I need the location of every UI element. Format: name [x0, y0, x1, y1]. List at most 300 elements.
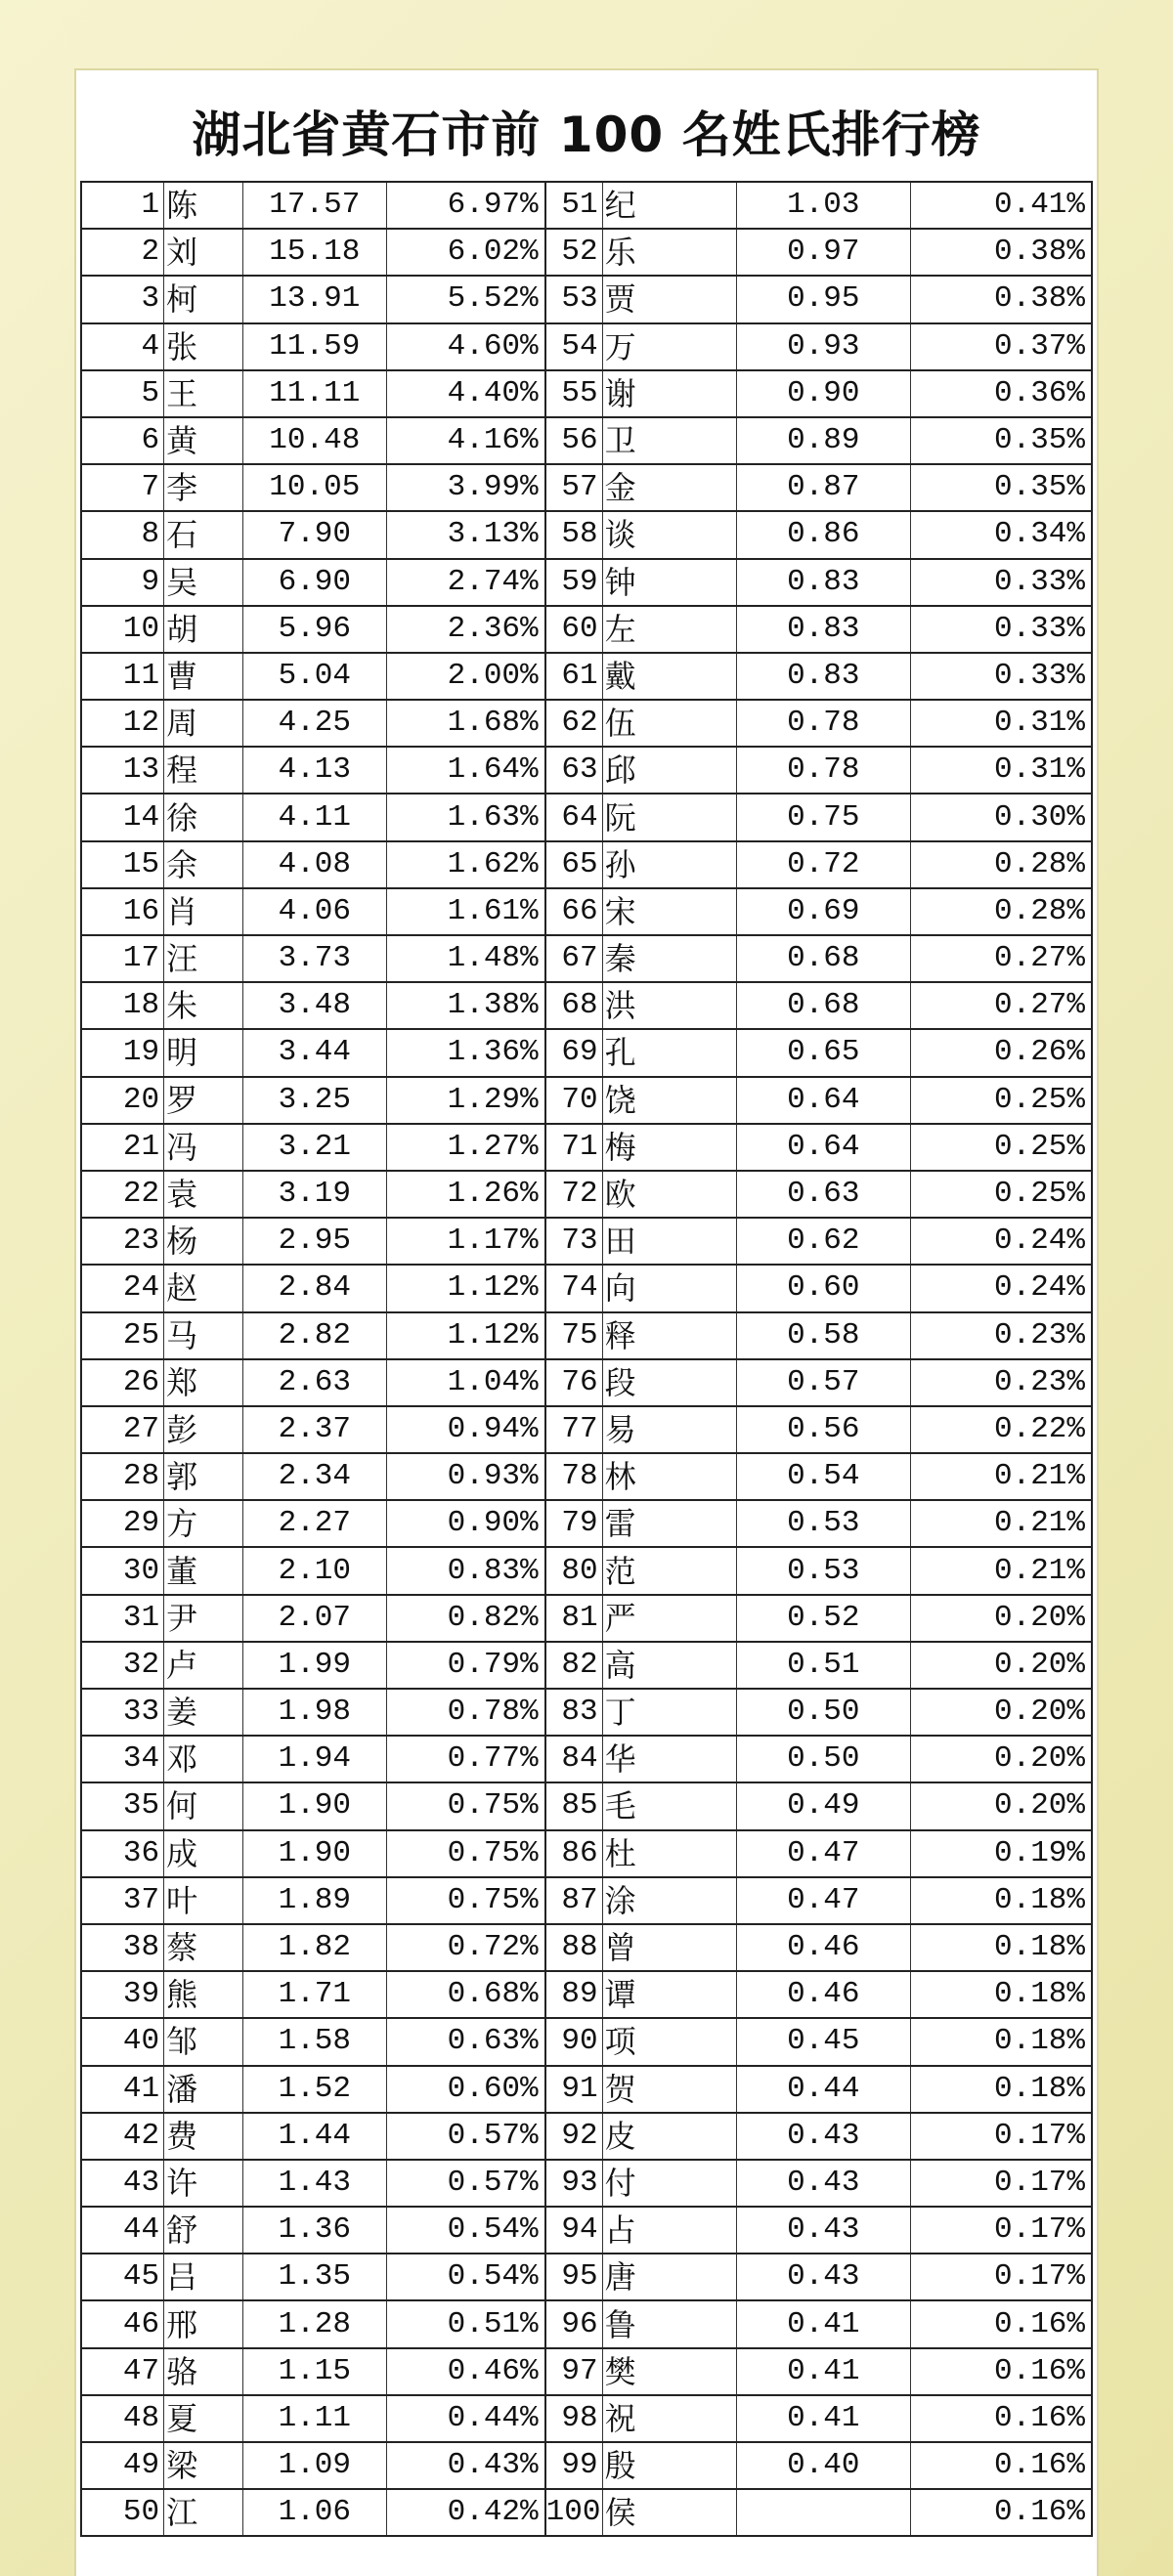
- population-cell: 0.63: [736, 1171, 910, 1218]
- rank-cell: 88: [545, 1924, 602, 1971]
- percentage-cell: 0.60%: [386, 2066, 544, 2113]
- rank-cell: 61: [545, 653, 602, 700]
- percentage-cell: 0.83%: [386, 1547, 544, 1594]
- surname-cell: 雷: [602, 1500, 736, 1547]
- rank-cell: 84: [545, 1736, 602, 1782]
- population-cell: 0.56: [736, 1406, 910, 1453]
- rank-cell: 45: [81, 2254, 164, 2300]
- rank-cell: 31: [81, 1595, 164, 1642]
- percentage-cell: 0.54%: [386, 2254, 544, 2300]
- population-cell: 0.43: [736, 2160, 910, 2207]
- table-row: [81, 1453, 1092, 1500]
- page-title: 湖北省黄石市前 100 名姓氏排行榜: [192, 107, 981, 163]
- rank-cell: 78: [545, 1453, 602, 1500]
- rank-cell: 6: [81, 417, 164, 464]
- rank-cell: 42: [81, 2113, 164, 2160]
- rank-cell: 4: [81, 323, 164, 370]
- rank-cell: 97: [545, 2348, 602, 2395]
- percentage-cell: 0.36%: [910, 370, 1092, 417]
- table-row: [81, 653, 1092, 700]
- population-cell: 1.28: [242, 2300, 386, 2347]
- population-cell: 10.48: [242, 417, 386, 464]
- surname-cell: 饶: [602, 1077, 736, 1124]
- rank-cell: 77: [545, 1406, 602, 1453]
- table-row: [81, 1500, 1092, 1547]
- table-row: [81, 511, 1092, 558]
- rank-cell: 18: [81, 982, 164, 1029]
- table-row: [81, 229, 1092, 276]
- population-cell: 5.96: [242, 606, 386, 653]
- table-row: [81, 2018, 1092, 2065]
- table-row: [81, 1689, 1092, 1736]
- population-cell: [736, 2489, 910, 2536]
- percentage-cell: 0.78%: [386, 1689, 544, 1736]
- percentage-cell: 0.16%: [910, 2300, 1092, 2347]
- table-row: [81, 1029, 1092, 1076]
- surname-cell: 曹: [164, 653, 243, 700]
- surname-cell: 汪: [164, 935, 243, 982]
- population-cell: 1.35: [242, 2254, 386, 2300]
- percentage-cell: 0.18%: [910, 1971, 1092, 2018]
- population-cell: 0.58: [736, 1312, 910, 1359]
- rank-cell: 23: [81, 1218, 164, 1265]
- rank-cell: 25: [81, 1312, 164, 1359]
- percentage-cell: 1.12%: [386, 1312, 544, 1359]
- surname-cell: 邹: [164, 2018, 243, 2065]
- rank-cell: 29: [81, 1500, 164, 1547]
- percentage-cell: 6.02%: [386, 229, 544, 276]
- percentage-cell: 0.25%: [910, 1124, 1092, 1171]
- population-cell: 2.10: [242, 1547, 386, 1594]
- rank-cell: 35: [81, 1782, 164, 1829]
- population-cell: 4.11: [242, 794, 386, 840]
- rank-cell: 85: [545, 1782, 602, 1829]
- rank-cell: 21: [81, 1124, 164, 1171]
- population-cell: 0.41: [736, 2300, 910, 2347]
- population-cell: 0.41: [736, 2395, 910, 2442]
- table-row: [81, 2442, 1092, 2489]
- rank-cell: 90: [545, 2018, 602, 2065]
- surname-cell: 刘: [164, 229, 243, 276]
- surname-cell: 蔡: [164, 1924, 243, 1971]
- surname-cell: 杨: [164, 1218, 243, 1265]
- population-cell: 2.37: [242, 1406, 386, 1453]
- percentage-cell: 0.82%: [386, 1595, 544, 1642]
- population-cell: 0.44: [736, 2066, 910, 2113]
- population-cell: 10.05: [242, 464, 386, 511]
- rank-cell: 94: [545, 2207, 602, 2254]
- document-sheet: [76, 70, 1097, 2576]
- population-cell: 1.58: [242, 2018, 386, 2065]
- surname-cell: 袁: [164, 1171, 243, 1218]
- percentage-cell: 0.30%: [910, 794, 1092, 840]
- rank-cell: 8: [81, 511, 164, 558]
- rank-cell: 56: [545, 417, 602, 464]
- population-cell: 0.43: [736, 2113, 910, 2160]
- rank-cell: 98: [545, 2395, 602, 2442]
- percentage-cell: 0.77%: [386, 1736, 544, 1782]
- population-cell: 0.43: [736, 2254, 910, 2300]
- population-cell: 0.87: [736, 464, 910, 511]
- surname-cell: 郑: [164, 1359, 243, 1406]
- percentage-cell: 0.25%: [910, 1077, 1092, 1124]
- rank-cell: 48: [81, 2395, 164, 2442]
- rank-cell: 34: [81, 1736, 164, 1782]
- population-cell: 6.90: [242, 559, 386, 606]
- population-cell: 0.52: [736, 1595, 910, 1642]
- table-row: [81, 1265, 1092, 1311]
- table-row: [81, 1171, 1092, 1218]
- surname-cell: 曾: [602, 1924, 736, 1971]
- percentage-cell: 0.31%: [910, 700, 1092, 747]
- surname-cell: 欧: [602, 1171, 736, 1218]
- rank-cell: 46: [81, 2300, 164, 2347]
- population-cell: 0.46: [736, 1924, 910, 1971]
- surname-cell: 程: [164, 747, 243, 794]
- percentage-cell: 1.48%: [386, 935, 544, 982]
- percentage-cell: 1.63%: [386, 794, 544, 840]
- population-cell: 2.95: [242, 1218, 386, 1265]
- percentage-cell: 0.35%: [910, 464, 1092, 511]
- table-row: [81, 2300, 1092, 2347]
- rank-cell: 89: [545, 1971, 602, 2018]
- rank-cell: 93: [545, 2160, 602, 2207]
- surname-cell: 金: [602, 464, 736, 511]
- table-row: [81, 2207, 1092, 2254]
- percentage-cell: 3.99%: [386, 464, 544, 511]
- surname-cell: 卢: [164, 1642, 243, 1689]
- percentage-cell: 0.33%: [910, 653, 1092, 700]
- population-cell: 1.82: [242, 1924, 386, 1971]
- surname-cell: 宋: [602, 888, 736, 935]
- surname-cell: 姜: [164, 1689, 243, 1736]
- surname-cell: 华: [602, 1736, 736, 1782]
- population-cell: 0.68: [736, 935, 910, 982]
- percentage-cell: 0.17%: [910, 2113, 1092, 2160]
- percentage-cell: 0.16%: [910, 2395, 1092, 2442]
- population-cell: 0.45: [736, 2018, 910, 2065]
- table-row: [81, 1877, 1092, 1924]
- population-cell: 0.64: [736, 1124, 910, 1171]
- population-cell: 2.34: [242, 1453, 386, 1500]
- percentage-cell: 0.23%: [910, 1359, 1092, 1406]
- percentage-cell: 0.57%: [386, 2160, 544, 2207]
- rank-cell: 52: [545, 229, 602, 276]
- table-row: [81, 2066, 1092, 2113]
- rank-cell: 65: [545, 841, 602, 888]
- percentage-cell: 1.36%: [386, 1029, 544, 1076]
- rank-cell: 19: [81, 1029, 164, 1076]
- rank-cell: 99: [545, 2442, 602, 2489]
- population-cell: 0.86: [736, 511, 910, 558]
- percentage-cell: 1.61%: [386, 888, 544, 935]
- population-cell: 0.83: [736, 606, 910, 653]
- table-row: [81, 1595, 1092, 1642]
- population-cell: 0.90: [736, 370, 910, 417]
- surname-cell: 贺: [602, 2066, 736, 2113]
- rank-cell: 64: [545, 794, 602, 840]
- rank-cell: 60: [545, 606, 602, 653]
- surname-cell: 黄: [164, 417, 243, 464]
- percentage-cell: 3.13%: [386, 511, 544, 558]
- population-cell: 0.72: [736, 841, 910, 888]
- surname-cell: 尹: [164, 1595, 243, 1642]
- rank-cell: 37: [81, 1877, 164, 1924]
- surname-cell: 夏: [164, 2395, 243, 2442]
- population-cell: 0.64: [736, 1077, 910, 1124]
- population-cell: 0.89: [736, 417, 910, 464]
- percentage-cell: 0.20%: [910, 1642, 1092, 1689]
- rank-cell: 5: [81, 370, 164, 417]
- surname-cell: 谭: [602, 1971, 736, 2018]
- population-cell: 1.11: [242, 2395, 386, 2442]
- percentage-cell: 0.18%: [910, 2018, 1092, 2065]
- table-row: [81, 417, 1092, 464]
- percentage-cell: 0.79%: [386, 1642, 544, 1689]
- surname-cell: 侯: [602, 2489, 736, 2536]
- surname-cell: 邢: [164, 2300, 243, 2347]
- population-cell: 2.84: [242, 1265, 386, 1311]
- rank-cell: 13: [81, 747, 164, 794]
- rank-cell: 69: [545, 1029, 602, 1076]
- percentage-cell: 0.16%: [910, 2442, 1092, 2489]
- rank-cell: 51: [545, 182, 602, 229]
- percentage-cell: 4.16%: [386, 417, 544, 464]
- surname-cell: 胡: [164, 606, 243, 653]
- surname-cell: 孙: [602, 841, 736, 888]
- population-cell: 0.53: [736, 1547, 910, 1594]
- surname-cell: 涂: [602, 1877, 736, 1924]
- percentage-cell: 0.63%: [386, 2018, 544, 2065]
- surname-cell: 冯: [164, 1124, 243, 1171]
- surname-cell: 贾: [602, 276, 736, 322]
- percentage-cell: 0.72%: [386, 1924, 544, 1971]
- percentage-cell: 2.00%: [386, 653, 544, 700]
- rank-cell: 41: [81, 2066, 164, 2113]
- population-cell: 0.65: [736, 1029, 910, 1076]
- population-cell: 0.83: [736, 653, 910, 700]
- rank-cell: 92: [545, 2113, 602, 2160]
- table-row: [81, 1642, 1092, 1689]
- rank-cell: 87: [545, 1877, 602, 1924]
- rank-cell: 59: [545, 559, 602, 606]
- surname-cell: 段: [602, 1359, 736, 1406]
- population-cell: 0.60: [736, 1265, 910, 1311]
- table-row: [81, 1359, 1092, 1406]
- percentage-cell: 0.37%: [910, 323, 1092, 370]
- rank-cell: 91: [545, 2066, 602, 2113]
- rank-cell: 82: [545, 1642, 602, 1689]
- surname-cell: 向: [602, 1265, 736, 1311]
- population-cell: 3.44: [242, 1029, 386, 1076]
- population-cell: 11.59: [242, 323, 386, 370]
- rank-cell: 32: [81, 1642, 164, 1689]
- table-row: [81, 2113, 1092, 2160]
- surname-cell: 张: [164, 323, 243, 370]
- population-cell: 13.91: [242, 276, 386, 322]
- percentage-cell: 0.20%: [910, 1595, 1092, 1642]
- rank-cell: 95: [545, 2254, 602, 2300]
- surname-cell: 钟: [602, 559, 736, 606]
- rank-cell: 36: [81, 1830, 164, 1877]
- surname-cell: 杜: [602, 1830, 736, 1877]
- rank-cell: 68: [545, 982, 602, 1029]
- surname-cell: 唐: [602, 2254, 736, 2300]
- surname-cell: 祝: [602, 2395, 736, 2442]
- table-row: [81, 794, 1092, 840]
- table-row: [81, 747, 1092, 794]
- table-row: [81, 1736, 1092, 1782]
- surname-cell: 樊: [602, 2348, 736, 2395]
- population-cell: 0.41: [736, 2348, 910, 2395]
- percentage-cell: 0.19%: [910, 1830, 1092, 1877]
- population-cell: 0.46: [736, 1971, 910, 2018]
- population-cell: 0.47: [736, 1830, 910, 1877]
- population-cell: 1.71: [242, 1971, 386, 2018]
- population-cell: 1.98: [242, 1689, 386, 1736]
- percentage-cell: 0.35%: [910, 417, 1092, 464]
- table-row: [81, 1924, 1092, 1971]
- rank-cell: 39: [81, 1971, 164, 2018]
- surname-cell: 孔: [602, 1029, 736, 1076]
- table-row: [81, 1830, 1092, 1877]
- percentage-cell: 0.38%: [910, 229, 1092, 276]
- percentage-cell: 4.40%: [386, 370, 544, 417]
- rank-cell: 66: [545, 888, 602, 935]
- surname-cell: 皮: [602, 2113, 736, 2160]
- table-row: [81, 1312, 1092, 1359]
- surname-cell: 朱: [164, 982, 243, 1029]
- percentage-cell: 0.51%: [386, 2300, 544, 2347]
- rank-cell: 76: [545, 1359, 602, 1406]
- table-row: [81, 2489, 1092, 2536]
- percentage-cell: 2.36%: [386, 606, 544, 653]
- surname-cell: 易: [602, 1406, 736, 1453]
- surname-cell: 戴: [602, 653, 736, 700]
- percentage-cell: 0.33%: [910, 559, 1092, 606]
- population-cell: 4.08: [242, 841, 386, 888]
- table-row: [81, 559, 1092, 606]
- population-cell: 1.89: [242, 1877, 386, 1924]
- percentage-cell: 0.17%: [910, 2254, 1092, 2300]
- percentage-cell: 0.90%: [386, 1500, 544, 1547]
- percentage-cell: 0.17%: [910, 2207, 1092, 2254]
- population-cell: 2.07: [242, 1595, 386, 1642]
- population-cell: 0.69: [736, 888, 910, 935]
- rank-cell: 55: [545, 370, 602, 417]
- table-row: [81, 841, 1092, 888]
- population-cell: 1.36: [242, 2207, 386, 2254]
- rank-cell: 16: [81, 888, 164, 935]
- population-cell: 1.44: [242, 2113, 386, 2160]
- surname-cell: 纪: [602, 182, 736, 229]
- surname-cell: 骆: [164, 2348, 243, 2395]
- surname-cell: 彭: [164, 1406, 243, 1453]
- table-row: [81, 935, 1092, 982]
- percentage-cell: 0.33%: [910, 606, 1092, 653]
- surname-cell: 范: [602, 1547, 736, 1594]
- rank-cell: 53: [545, 276, 602, 322]
- population-cell: 0.50: [736, 1689, 910, 1736]
- rank-cell: 74: [545, 1265, 602, 1311]
- population-cell: 1.15: [242, 2348, 386, 2395]
- rank-cell: 50: [81, 2489, 164, 2536]
- population-cell: 1.52: [242, 2066, 386, 2113]
- population-cell: 2.82: [242, 1312, 386, 1359]
- percentage-cell: 1.29%: [386, 1077, 544, 1124]
- population-cell: 0.62: [736, 1218, 910, 1265]
- surname-cell: 殷: [602, 2442, 736, 2489]
- rank-cell: 81: [545, 1595, 602, 1642]
- rank-cell: 3: [81, 276, 164, 322]
- population-cell: 0.43: [736, 2207, 910, 2254]
- population-cell: 1.99: [242, 1642, 386, 1689]
- table-row: [81, 700, 1092, 747]
- percentage-cell: 0.20%: [910, 1736, 1092, 1782]
- table-row: [81, 1077, 1092, 1124]
- percentage-cell: 0.17%: [910, 2160, 1092, 2207]
- surname-cell: 万: [602, 323, 736, 370]
- surname-cell: 叶: [164, 1877, 243, 1924]
- surname-cell: 马: [164, 1312, 243, 1359]
- surname-cell: 占: [602, 2207, 736, 2254]
- percentage-cell: 0.22%: [910, 1406, 1092, 1453]
- surname-cell: 伍: [602, 700, 736, 747]
- rank-cell: 80: [545, 1547, 602, 1594]
- surname-cell: 鲁: [602, 2300, 736, 2347]
- surname-cell: 林: [602, 1453, 736, 1500]
- percentage-cell: 0.20%: [910, 1782, 1092, 1829]
- rank-cell: 86: [545, 1830, 602, 1877]
- surname-cell: 谈: [602, 511, 736, 558]
- population-cell: 1.90: [242, 1782, 386, 1829]
- rank-cell: 96: [545, 2300, 602, 2347]
- population-cell: 1.43: [242, 2160, 386, 2207]
- surname-cell: 方: [164, 1500, 243, 1547]
- surname-cell: 乐: [602, 229, 736, 276]
- rank-cell: 75: [545, 1312, 602, 1359]
- rank-cell: 12: [81, 700, 164, 747]
- percentage-cell: 1.26%: [386, 1171, 544, 1218]
- percentage-cell: 0.93%: [386, 1453, 544, 1500]
- percentage-cell: 0.16%: [910, 2489, 1092, 2536]
- percentage-cell: 0.57%: [386, 2113, 544, 2160]
- surname-cell: 邱: [602, 747, 736, 794]
- table-row: [81, 323, 1092, 370]
- percentage-cell: 0.31%: [910, 747, 1092, 794]
- surname-cell: 左: [602, 606, 736, 653]
- population-cell: 3.21: [242, 1124, 386, 1171]
- surname-cell: 秦: [602, 935, 736, 982]
- table-row: [81, 1406, 1092, 1453]
- surname-cell: 徐: [164, 794, 243, 840]
- population-cell: 0.47: [736, 1877, 910, 1924]
- population-cell: 3.73: [242, 935, 386, 982]
- percentage-cell: 0.28%: [910, 841, 1092, 888]
- percentage-cell: 6.97%: [386, 182, 544, 229]
- surname-cell: 梁: [164, 2442, 243, 2489]
- surname-cell: 江: [164, 2489, 243, 2536]
- rank-cell: 10: [81, 606, 164, 653]
- rank-cell: 70: [545, 1077, 602, 1124]
- surname-cell: 王: [164, 370, 243, 417]
- population-cell: 0.53: [736, 1500, 910, 1547]
- percentage-cell: 0.27%: [910, 935, 1092, 982]
- surname-cell: 项: [602, 2018, 736, 2065]
- rank-cell: 22: [81, 1171, 164, 1218]
- percentage-cell: 1.68%: [386, 700, 544, 747]
- table-row: [81, 370, 1092, 417]
